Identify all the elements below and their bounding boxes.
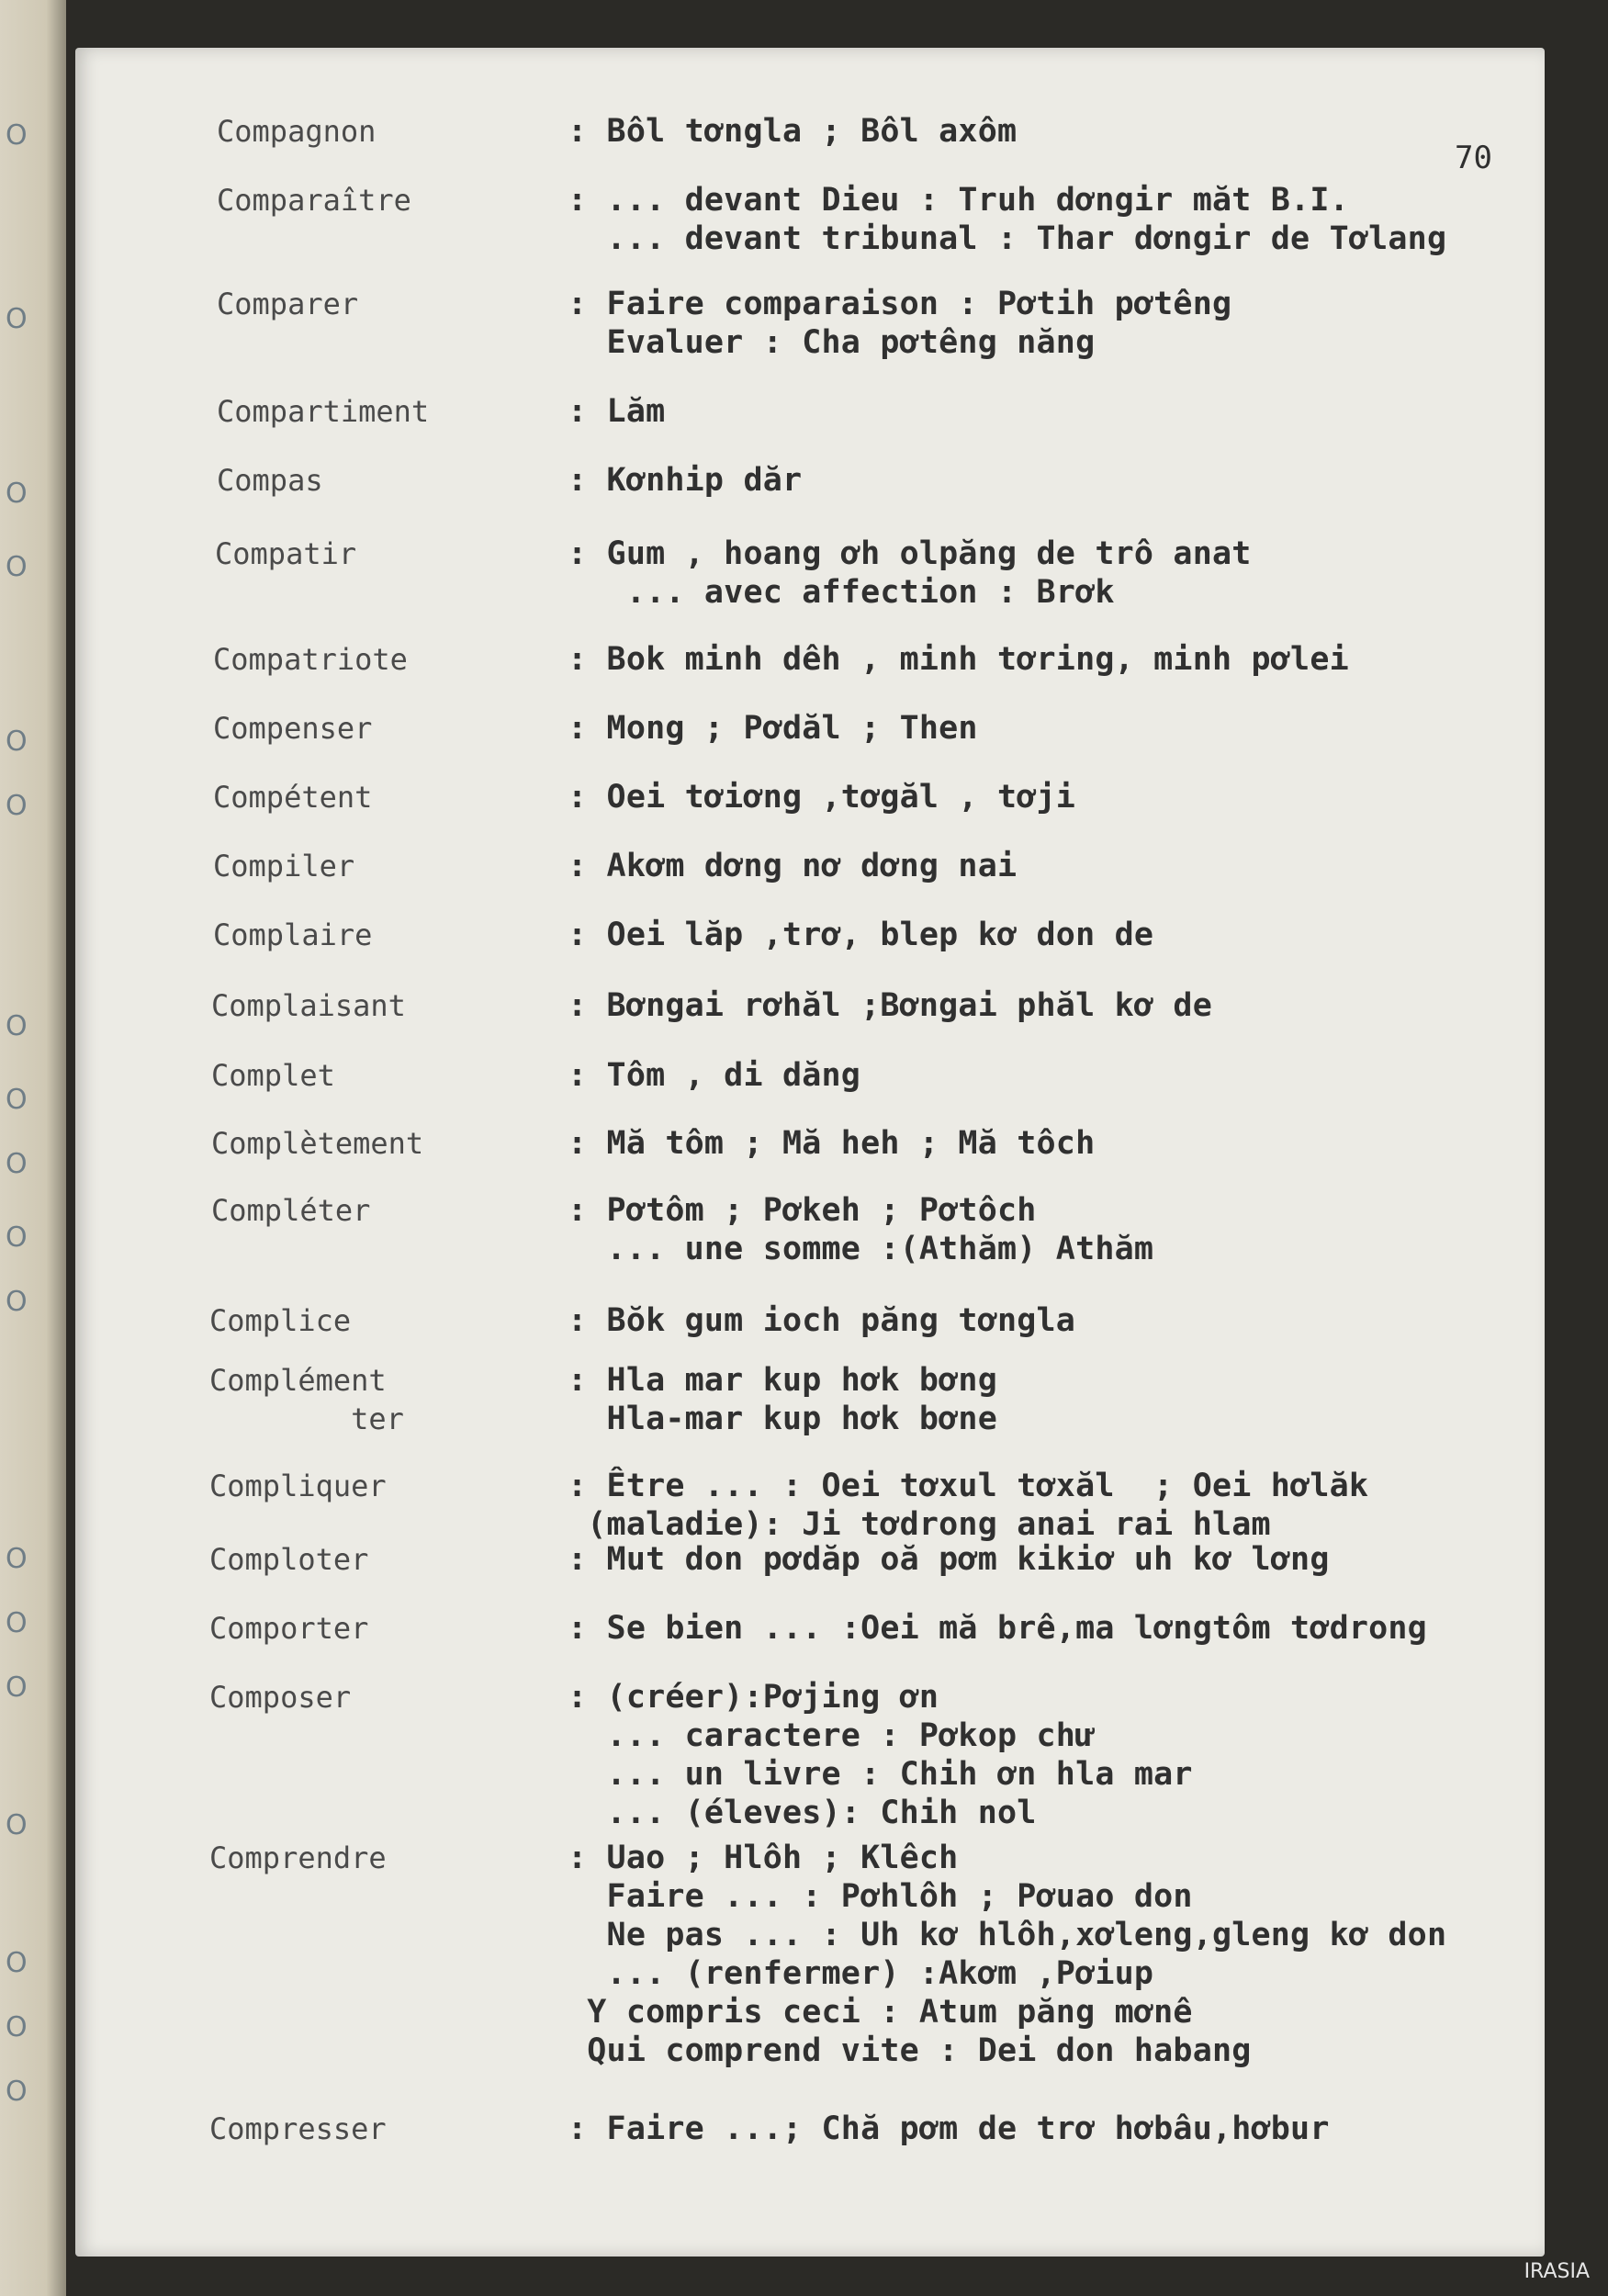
definition-line: : Hla mar kup hơk bơng: [568, 1362, 997, 1399]
entry-definitions: [568, 285, 1541, 362]
definition-line: Hla-mar kup hơk bơne: [568, 1401, 997, 1437]
dictionary-page: [75, 48, 1545, 2257]
entry-definitions: [568, 1191, 1541, 1268]
entry-definitions: [568, 778, 1541, 816]
definition-line: : Tôm , di dăng: [568, 1057, 861, 1094]
entry-definitions: [568, 1467, 1541, 1544]
entry-term: Complément ter: [209, 1363, 404, 1436]
entry-term: Compatir: [215, 536, 357, 571]
entry-term: Complice: [209, 1303, 352, 1338]
definition-line: : Uao ; Hlôh ; Klêch: [568, 1840, 959, 1876]
definition-line: : Être ... : Oei tơxul tơxăl ; Oei hơlăk: [568, 1468, 1369, 1504]
definition-line: ... devant tribunal : Thar dơngir de Tơlang: [568, 220, 1447, 257]
definition-line: : Bok minh dêh , minh tơring, minh pơlei: [568, 641, 1349, 678]
definition-line: : Gum , hoang ơh olpăng de trô anat: [568, 535, 1252, 572]
definition-line: ... avec affection : Brơk: [568, 574, 1115, 611]
entry-definitions: [568, 1301, 1541, 1340]
entry-term: Comploter: [209, 1542, 369, 1577]
entry-term: Complaire: [213, 917, 373, 952]
definition-line: Qui comprend vite : Dei don habang: [568, 2032, 1252, 2069]
entry-definitions: [568, 1124, 1541, 1163]
definition-line: : (créer):Pơjing ơn: [568, 1679, 939, 1716]
entry-term: Complet: [211, 1058, 335, 1093]
definition-line: Faire ... : Pơhlôh ; Pơuao don: [568, 1878, 1193, 1915]
definition-line: ... (renfermer) :Akơm ,Pơiup: [568, 1955, 1154, 1992]
entry-definitions: [568, 461, 1541, 500]
watermark: IRASIA: [1524, 2260, 1590, 2283]
definition-line: ... un livre : Chih ơn hla mar: [568, 1756, 1193, 1793]
page-number: 70: [1455, 140, 1492, 176]
entry-definitions: [568, 847, 1541, 885]
entry-term: Compiler: [213, 849, 355, 884]
entry-term: Comparaître: [217, 183, 411, 218]
definition-line: ... (éleves): Chih nol: [568, 1795, 1037, 1831]
entry-term: Complètement: [211, 1126, 424, 1161]
entry-definitions: [568, 916, 1541, 954]
definition-line: : Oei tơiơng ,tơgăl , tơji: [568, 779, 1076, 816]
entry-definitions: [568, 1056, 1541, 1095]
definition-line: : Kơnhip dăr: [568, 462, 803, 499]
definition-line: : Faire ...; Chă pơm de trơ hơbâu,hơbur: [568, 2110, 1330, 2147]
definition-line: Y compris ceci : Atum păng mơnê: [568, 1994, 1193, 2031]
entry-term: Compenser: [213, 711, 373, 746]
entry-definitions: [568, 181, 1541, 258]
entry-definitions: [568, 640, 1541, 679]
definition-line: (maladie): Ji tơdrong anai rai hlam: [568, 1506, 1271, 1543]
entry-definitions: [568, 2110, 1541, 2148]
entry-definitions: [568, 1839, 1541, 2070]
entry-definitions: [568, 1361, 1541, 1438]
entry-term: Comporter: [209, 1611, 369, 1646]
entry-definitions: [568, 112, 1541, 151]
definition-line: : Mă tôm ; Mă heh ; Mă tôch: [568, 1125, 1096, 1162]
entry-definitions: [568, 1609, 1541, 1648]
definition-line: : Mut don pơdăp oă pơm kikiơ uh kơ lơng: [568, 1541, 1330, 1578]
definition-line: : ... devant Dieu : Truh dơngir măt B.I.: [568, 182, 1349, 219]
entry-term: Compresser: [209, 2111, 387, 2146]
entry-term: Comprendre: [209, 1840, 387, 1875]
entry-term: Composer: [209, 1680, 352, 1715]
entry-term: Comparer: [217, 287, 359, 321]
definition-line: ... caractere : Pơkop chư: [568, 1717, 1096, 1754]
entry-term: Compas: [217, 463, 323, 498]
definition-line: Evaluer : Cha pơtêng năng: [568, 324, 1096, 361]
adjacent-page-edge: O O O O O O O O O O O O O O O O O O: [0, 0, 66, 2296]
entry-definitions: [568, 535, 1541, 612]
entry-definitions: [568, 709, 1541, 748]
definition-line: ... une somme :(Athăm) Athăm: [568, 1231, 1154, 1267]
definition-line: : Bơngai rơhăl ;Bơngai phăl kơ de: [568, 987, 1212, 1024]
entry-term: Compatriote: [213, 642, 408, 677]
entry-term: Compliquer: [209, 1469, 387, 1503]
entry-definitions: [568, 986, 1541, 1025]
definition-line: : Se bien ... :Oei mă brê,ma lơngtôm tơdrong: [568, 1610, 1427, 1647]
entry-term: Compagnon: [217, 114, 377, 149]
definition-line: Ne pas ... : Uh kơ hlôh,xơleng,gleng kơ don: [568, 1917, 1447, 1953]
definition-line: : Lăm: [568, 393, 666, 430]
entry-term: Complaisant: [211, 988, 406, 1023]
definition-line: : Akơm dơng nơ dơng nai: [568, 848, 1018, 884]
entry-term: Compartiment: [217, 394, 430, 429]
entry-definitions: [568, 1540, 1541, 1579]
definition-line: : Faire comparaison : Pơtih pơtêng: [568, 286, 1232, 322]
entry-term: Compétent: [213, 780, 373, 815]
entry-definitions: [568, 1678, 1541, 1832]
entry-term: Compléter: [211, 1193, 371, 1228]
definition-line: : Bôl tơngla ; Bôl axôm: [568, 113, 1018, 150]
definition-line: : Bŏk gum ioch păng tơngla: [568, 1302, 1076, 1339]
definition-line: : Oei lăp ,trơ, blep kơ don de: [568, 917, 1154, 953]
definition-line: : Pơtôm ; Pơkeh ; Pơtôch: [568, 1192, 1037, 1229]
entry-definitions: [568, 392, 1541, 431]
definition-line: : Mong ; Pơdăl ; Then: [568, 710, 978, 747]
